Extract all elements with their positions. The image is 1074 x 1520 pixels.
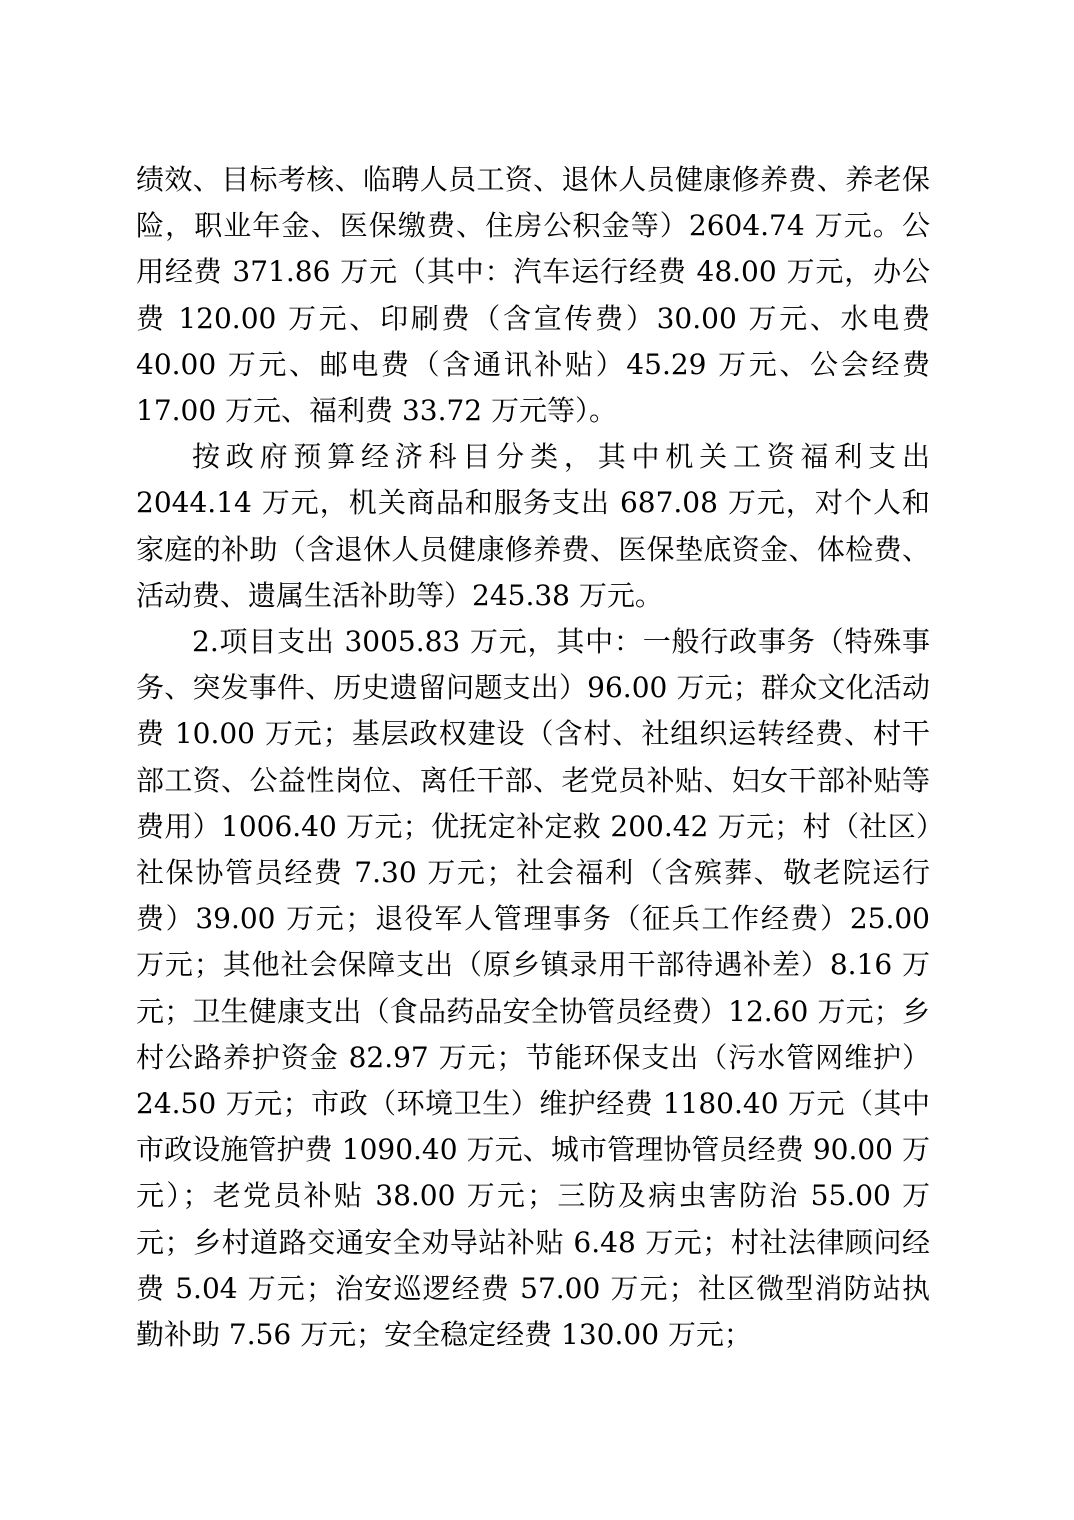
paragraph-project-expenditure: 2.项目支出 3005.83 万元，其中：一般行政事务（特殊事务、突发事件、历史遗留问题支出）96.00 万元；群众文化活动费 10.00 万元；基层政权建设（含村、社组织运转经费、村干部工资、公益性岗位、离任干部、老党员补贴、妇女干部补贴等费用）1006.40 万元；优抚定补定救 200.42 万元；村（社区）社保协管员经费 7.30 万元；社会福利（含殡葬、敬老院运行费）39.00 万元；退役军人管理事务（征兵工作经费）25.00 万元；其他社会保障支出（原乡镇录用干部待遇补差）8.16 万元；卫生健康支出（食品药品安全协管员经费）12.60 万元；乡村公路养护资金 82.97 万元；节能环保支出（污水管网维护）24.50 万元；市政（环境卫生）维护经费 1180.40 万元（其中市政设施管护费 1090.40 万元、城市管理协管员经费 90.00 万元）；老党员补贴 38.00 万元；三防及病虫害防治 55.00 万元；乡村道路交通安全劝导站补贴 6.48 万元；村社法律顾问经费 5.04 万元；治安巡逻经费 57.00 万元；社区微型消防站执勤补助 7.56 万元；安全稳定经费 130.00 万元；	[136, 625, 930, 1352]
paragraph-continuation: 绩效、目标考核、临聘人员工资、退休人员健康修养费、养老保险，职业年金、医保缴费、住房公积金等）2604.74 万元。公用经费 371.86 万元（其中：汽车运行经费 48.00 万元，办公费 120.00 万元、印刷费（含宣传费）30.00 万元、水电费 40.00 万元、邮电费（含通讯补贴）45.29 万元、公会经费 17.00 万元、福利费 33.72 万元等）。	[136, 163, 930, 428]
body-text	[136, 157, 930, 1358]
paragraph-economic-classification: 按政府预算经济科目分类，其中机关工资福利支出 2044.14 万元，机关商品和服务支出 687.08 万元，对个人和家庭的补助（含退休人员健康修养费、医保垫底资金、体检费、活动费、遗属生活补助等）245.38 万元。	[136, 440, 930, 612]
